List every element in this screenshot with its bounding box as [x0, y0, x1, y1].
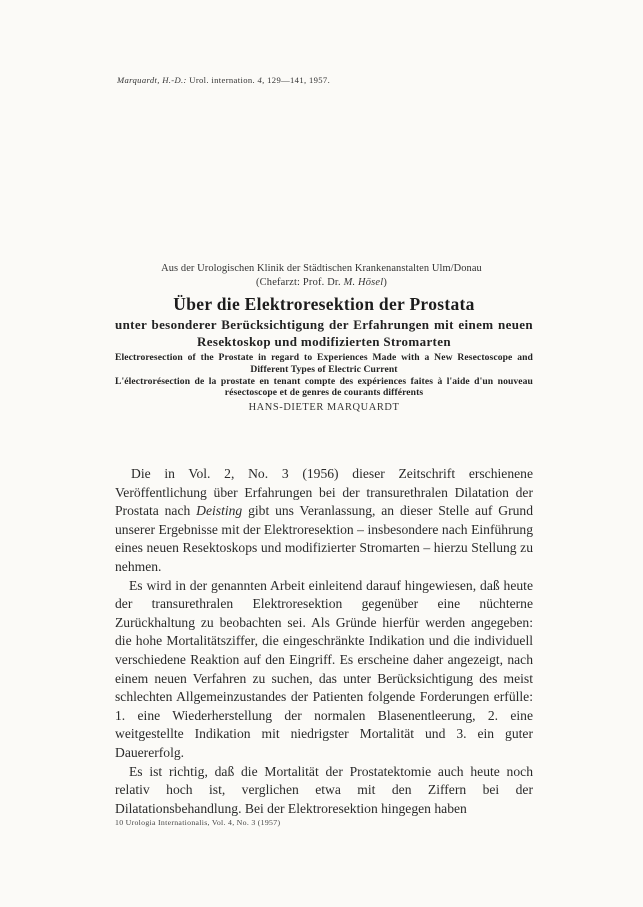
- author-name: HANS-DIETER MARQUARDT: [248, 402, 400, 414]
- citation-pages: 129—141, 1957.: [264, 75, 331, 85]
- citation-volume: 4,: [257, 75, 265, 85]
- citation-line: [117, 75, 330, 85]
- institute-block: [0, 262, 643, 290]
- article-subtitle: unter besonderer Berücksichtigung der Erfahrungen mit einem neuen Resektoskop und modifizierten Stromarten: [115, 317, 533, 349]
- citation-journal: Urol. internation.: [186, 75, 258, 85]
- paragraph-1-part-b: gibt uns Veranlassung, an dieser Stelle auf Grund unserer Ergebnisse mit der Elektroresektion – insbesondere nach Einführung eines neuen Resektoskops und modifizierter Stromarten – hierzu Stellung zu nehmen.: [115, 503, 533, 574]
- paragraph-3: Es ist richtig, daß die Mortalität der Prostatektomie auch heute noch relativ hoch ist, verglichen etwa mit den Ziffern bei der Dilatationsbehandlung. Bei der Elektroresektion hingegen haben: [115, 763, 533, 816]
- chief-name: M. Hösel: [343, 277, 384, 288]
- citation-author: Marquardt, H.-D.:: [117, 75, 187, 85]
- page-footer: 10 Urologia Internationalis, Vol. 4, No. 3 (1957): [115, 818, 281, 827]
- chief-physician: [0, 276, 643, 290]
- paragraph-1-part-a: Die in Vol. 2, No. 3 (1956) dieser Zeitschrift erschienene Veröffentlichung über Erfahrungen bei der transurethralen Dilatation der Prostata nach: [115, 466, 533, 519]
- article-title: Über die Elektroresektion der Prostata: [173, 294, 475, 314]
- paragraph-1: [115, 465, 533, 577]
- chief-prefix: (Chefarzt: Prof. Dr.: [256, 277, 344, 288]
- french-title: L'électrorésection de la prostate en tenant compte des expériences faites à l'aide d'un nouveau résectoscope et de genres de courants différents: [115, 375, 533, 399]
- english-title: Electroresection of the Prostate in regard to Experiences Made with a New Resectoscope and Different Types of Electric Current: [115, 352, 533, 375]
- institute-name: Aus der Urologischen Klinik der Städtischen Krankenanstalten Ulm/Donau: [161, 263, 482, 274]
- cited-author: Deisting: [196, 503, 243, 519]
- body-text: [115, 465, 533, 818]
- title-block: [115, 294, 533, 413]
- paragraph-2: Es wird in der genannten Arbeit einleitend darauf hingewiesen, daß heute der transurethralen Elektroresektion gegenüber eine nüchterne Zurückhaltung zu beobachten sei. Als Gründe hierfür werden angegeben: die hohe Mortalitätsziffer, die eingeschränkte Indikation und die individuell verschiedene Reaktion auf den Eingriff. Es erscheine daher angezeigt, nach einem neuen Verfahren zu suchen, das unter Berücksichtigung des meist schlechten Allgemeinzustandes der Patienten folgende Forderungen erfülle: 1. eine Wiederherstellung der normalen Blasenentleerung, 2. eine weitgestellte Indikation mit niedrigster Mortalität und 3. ein guter Dauererfolg.: [115, 577, 533, 760]
- chief-suffix: ): [383, 277, 387, 288]
